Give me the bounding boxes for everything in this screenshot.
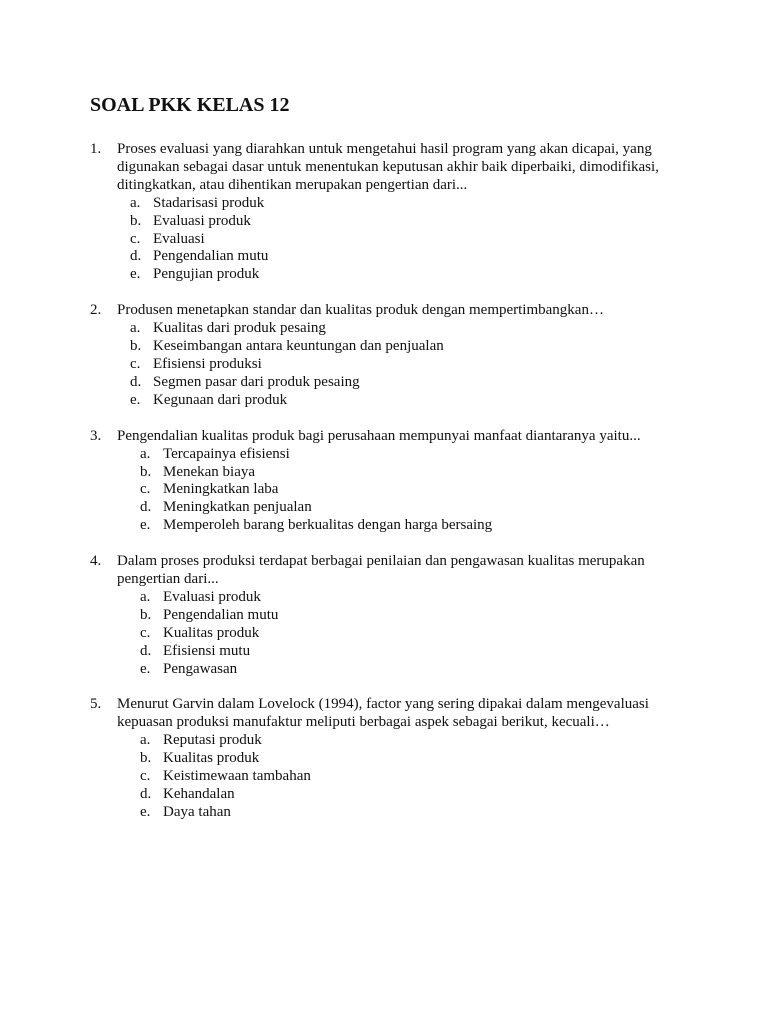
question-1 <box>90 141 690 284</box>
option-text: Kualitas produk <box>163 624 260 641</box>
option-e <box>117 517 690 535</box>
option-letter: d. <box>130 373 142 390</box>
option-text: Pengujian produk <box>153 266 260 283</box>
option-letter: e. <box>140 517 151 534</box>
option-list <box>117 732 690 822</box>
option-letter: a. <box>130 320 141 337</box>
option-letter: d. <box>140 786 152 802</box>
option-e <box>117 392 690 410</box>
option-text: Evaluasi produk <box>163 588 261 605</box>
option-letter: d. <box>140 642 152 659</box>
option-letter: e. <box>130 266 141 283</box>
question-text: Proses evaluasi yang diarahkan untuk mengetahui hasil program yang akan dicapai, yang digunakan sebagai dasar untuk menentukan keputusan akhir baik diperbaiki, dimodifikasi, ditingkatkan, atau dihentikan merupakan pengertian dari... <box>117 141 659 193</box>
option-list <box>117 195 690 285</box>
question-list <box>90 141 690 840</box>
option-a <box>117 732 690 750</box>
option-e <box>117 661 690 679</box>
option-e <box>117 804 690 822</box>
option-text: Kegunaan dari produk <box>153 391 288 408</box>
option-letter: a. <box>140 588 151 605</box>
question-number: 4. <box>90 553 102 570</box>
option-text: Meningkatkan penjualan <box>163 499 312 516</box>
option-c <box>117 356 690 374</box>
option-text: Segmen pasar dari produk pesaing <box>153 373 360 390</box>
option-text: Menekan biaya <box>163 463 256 480</box>
option-text: Evaluasi produk <box>153 212 251 229</box>
option-letter: b. <box>140 463 152 480</box>
option-letter: e. <box>130 391 141 408</box>
option-letter: c. <box>140 768 151 785</box>
option-a <box>117 195 690 213</box>
option-b <box>117 213 690 231</box>
option-b <box>117 750 690 768</box>
option-b <box>117 464 690 482</box>
option-text: Kehandalan <box>163 786 235 802</box>
option-text: Keseimbangan antara keuntungan dan penjualan <box>153 338 444 355</box>
option-b <box>117 607 690 625</box>
option-text: Efisiensi produksi <box>153 355 262 372</box>
option-d <box>117 499 690 517</box>
option-b <box>117 338 690 356</box>
option-letter: a. <box>140 732 151 749</box>
option-list <box>117 446 690 536</box>
option-e <box>117 266 690 284</box>
question-number: 3. <box>90 427 102 444</box>
option-letter: e. <box>140 803 151 820</box>
option-text: Meningkatkan laba <box>163 481 279 498</box>
page-title: SOAL PKK KELAS 12 <box>90 94 290 116</box>
option-a <box>117 589 690 607</box>
option-text: Pengendalian mutu <box>153 248 269 265</box>
option-letter: b. <box>130 212 142 229</box>
option-letter: a. <box>130 194 141 211</box>
option-c <box>117 481 690 499</box>
option-letter: b. <box>130 338 142 355</box>
option-text: Memperoleh barang berkualitas dengan harga bersaing <box>163 517 493 534</box>
option-letter: d. <box>130 248 142 265</box>
question-text: Menurut Garvin dalam Lovelock (1994), factor yang sering dipakai dalam mengevaluasi kepuasan produksi manufaktur meliputi berbagai aspek sebagai berikut, kecuali… <box>117 696 649 731</box>
question-2 <box>90 302 690 409</box>
option-c <box>117 768 690 786</box>
option-d <box>117 643 690 661</box>
option-letter: d. <box>140 499 152 516</box>
option-list <box>117 589 690 679</box>
option-a <box>117 446 690 464</box>
option-text: Kualitas produk <box>163 750 260 767</box>
option-c <box>117 231 690 249</box>
option-letter: c. <box>140 624 151 641</box>
option-text: Tercapainya efisiensi <box>163 445 290 462</box>
option-list <box>117 320 690 410</box>
question-text: Pengendalian kualitas produk bagi perusahaan mempunyai manfaat diantaranya yaitu... <box>117 427 641 444</box>
option-text: Pengawasan <box>163 660 238 677</box>
option-d <box>117 248 690 266</box>
question-text: Dalam proses produksi terdapat berbagai penilaian dan pengawasan kualitas merupakan pengertian dari... <box>117 553 645 588</box>
question-number: 1. <box>90 141 102 157</box>
question-4 <box>90 553 690 678</box>
option-letter: a. <box>140 445 151 462</box>
option-text: Stadarisasi produk <box>153 194 265 211</box>
option-letter: b. <box>140 750 152 767</box>
option-c <box>117 625 690 643</box>
option-text: Reputasi produk <box>163 732 262 749</box>
option-letter: c. <box>130 355 141 372</box>
option-letter: b. <box>140 606 152 623</box>
option-letter: e. <box>140 660 151 677</box>
option-letter: c. <box>130 230 141 247</box>
question-3 <box>90 428 690 535</box>
option-text: Evaluasi <box>153 230 205 247</box>
question-number: 5. <box>90 696 102 713</box>
option-text: Efisiensi mutu <box>163 642 251 659</box>
option-text: Pengendalian mutu <box>163 606 279 623</box>
option-letter: c. <box>140 481 151 498</box>
option-text: Kualitas dari produk pesaing <box>153 320 326 337</box>
option-text: Daya tahan <box>163 803 231 820</box>
question-text: Produsen menetapkan standar dan kualitas produk dengan mempertimbangkan… <box>117 302 604 319</box>
option-d <box>117 786 690 804</box>
option-d <box>117 374 690 392</box>
option-a <box>117 320 690 338</box>
question-number: 2. <box>90 302 102 319</box>
option-text: Keistimewaan tambahan <box>163 768 311 785</box>
question-5 <box>90 696 690 821</box>
